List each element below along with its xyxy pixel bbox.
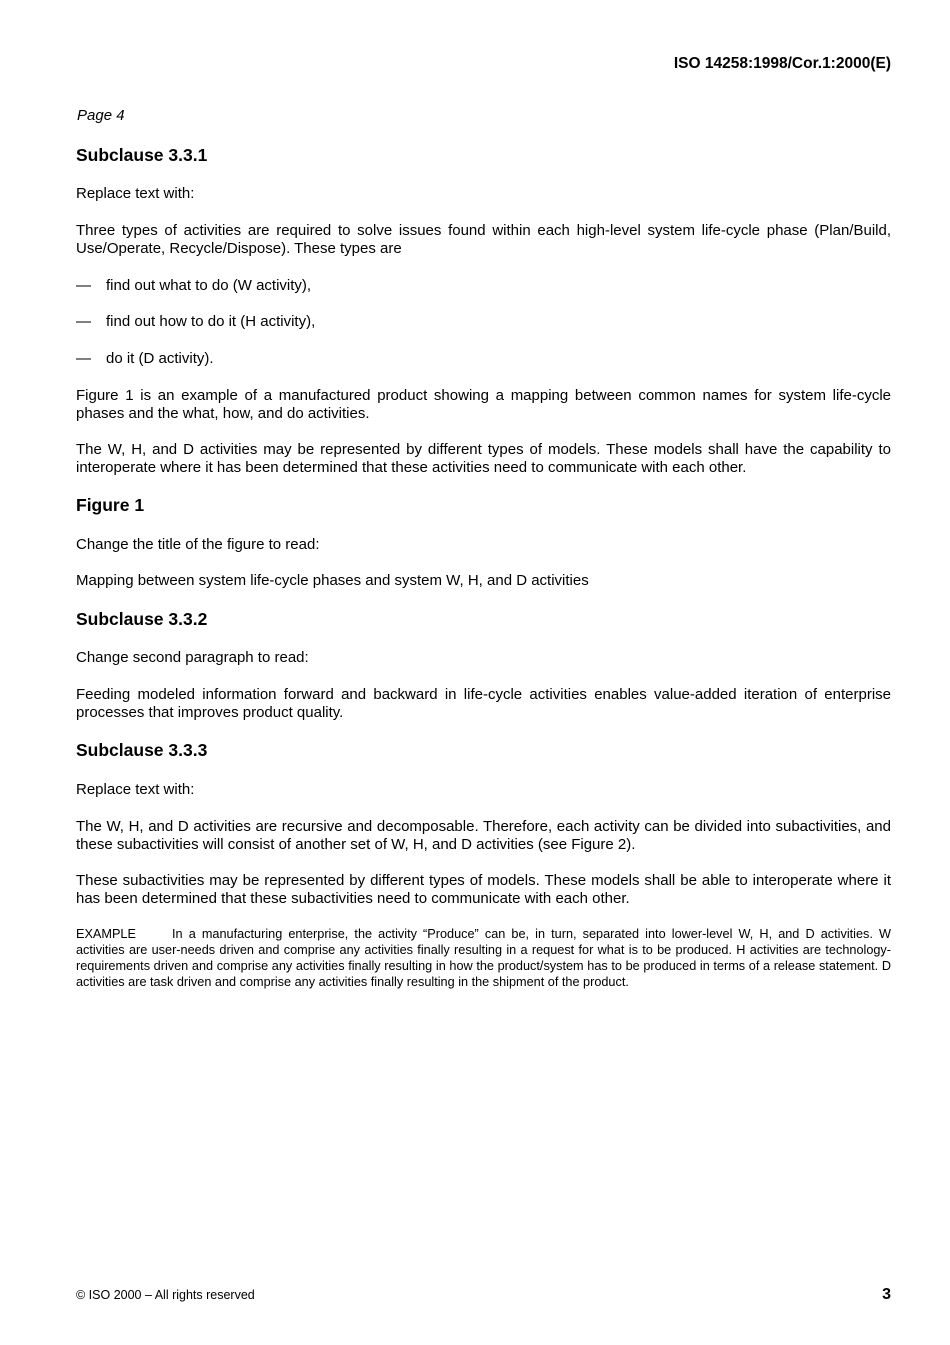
subclause-3-3-2-heading: Subclause 3.3.2 [76, 609, 208, 629]
bullet-item [76, 313, 315, 331]
bullet-text: find out how to do it (H activity), [106, 313, 316, 330]
example-text: In a manufacturing enterprise, the activity “Produce” can be, in turn, separated into lower-level W, H, and D activities. W activities are user-needs driven and comprise any activities finally resulting in a request for what is to be produced. H activities are technology-requirements driven and comprise any activities finally resulting in how the product/system has to be produced in terms of a release statement. D activities are task driven and comprise any activities finally resulting in the shipment of the product. [76, 927, 891, 989]
subclause-3-3-3-instruction: Replace text with: [76, 781, 195, 798]
bullet-dash: — [76, 350, 91, 367]
bullet-item [76, 277, 311, 295]
bullet-text: do it (D activity). [106, 350, 214, 367]
example-label: EXAMPLE [76, 927, 136, 941]
subclause-3-3-3-para2: These subactivities may be represented by different types of models. These models shall be able to interoperate where it has been determined that these subactivities need to communicate with each other. [76, 872, 891, 907]
page-number: 3 [882, 1286, 891, 1303]
subclause-3-3-1-para2: Figure 1 is an example of a manufactured product showing a mapping between common names for system life-cycle phases and the what, how, and do activities. [76, 387, 891, 422]
subclause-3-3-1-heading: Subclause 3.3.1 [76, 145, 208, 165]
copyright-notice: © ISO 2000 – All rights reserved [76, 1288, 255, 1302]
page-reference: Page 4 [77, 107, 125, 124]
figure-1-instruction: Change the title of the figure to read: [76, 536, 320, 553]
document-id: ISO 14258:1998/Cor.1:2000(E) [673, 55, 891, 72]
subclause-3-3-1-para3: The W, H, and D activities may be represented by different types of models. These models shall have the capability to interoperate where it has been determined that these activities need to communicate with each other. [76, 441, 891, 476]
bullet-text: find out what to do (W activity), [106, 277, 312, 294]
subclause-3-3-1-intro: Three types of activities are required to solve issues found within each high-level system life-cycle phase (Plan/Build, Use/Operate, Recycle/Dispose). These types are [76, 222, 891, 257]
bullet-item [76, 350, 214, 368]
example-note [76, 926, 891, 990]
figure-1-new-title: Mapping between system life-cycle phases and system W, H, and D activities [76, 572, 589, 589]
subclause-3-3-2-para: Feeding modeled information forward and backward in life-cycle activities enables value-added iteration of enterprise processes that improves product quality. [76, 686, 891, 721]
subclause-3-3-3-heading: Subclause 3.3.3 [76, 740, 208, 760]
bullet-dash: — [76, 277, 91, 294]
subclause-3-3-1-instruction: Replace text with: [76, 185, 195, 202]
subclause-3-3-2-instruction: Change second paragraph to read: [76, 649, 309, 666]
subclause-3-3-3-para1: The W, H, and D activities are recursive and decomposable. Therefore, each activity can be divided into subactivities, and these subactivities will consist of another set of W, H, and D activities (see Figure 2). [76, 818, 891, 853]
figure-1-heading: Figure 1 [76, 495, 145, 515]
bullet-dash: — [76, 313, 91, 330]
